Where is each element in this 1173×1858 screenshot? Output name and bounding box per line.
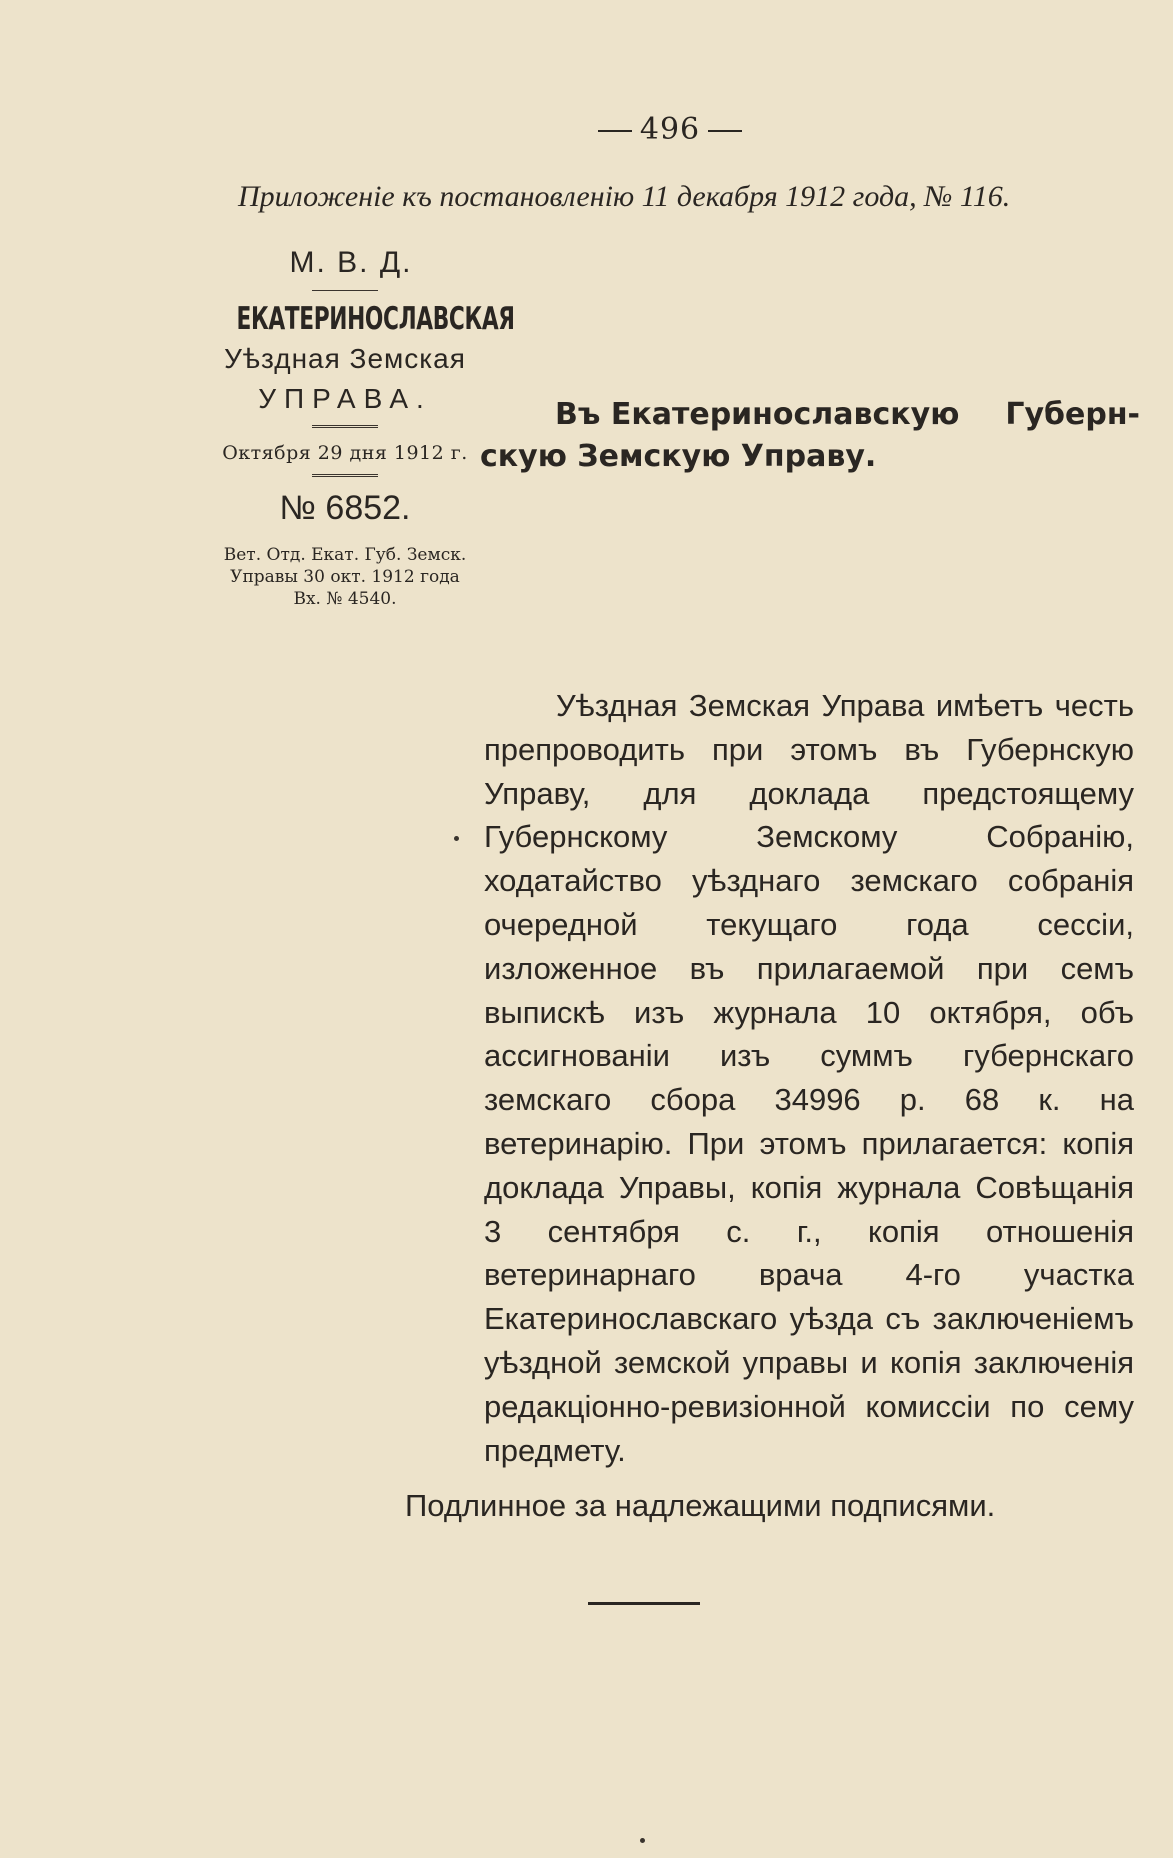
addressee-line1-right: Губерн-: [1005, 397, 1140, 432]
sender-body-line1: Уѣздная Земская: [224, 343, 466, 374]
outgoing-number: № 6852.: [279, 489, 411, 527]
addressee-block: [480, 394, 1140, 478]
page-number: 496: [639, 112, 701, 147]
double-divider: [312, 474, 378, 477]
addressee-line1-left: Въ Екатеринославскую: [555, 397, 960, 432]
page-number-dash-right: [708, 130, 742, 132]
ink-speck: [640, 1838, 645, 1843]
ministry-abbreviation: М. В. Д.: [289, 246, 413, 279]
page-number-dash-left: [598, 130, 632, 132]
letter-body: Уѣздная Земская Управа имѣетъ честь препроводить при этомъ въ Губернскую Управу, для доклада предстоящему Губернскому Земскому Собранію, ходатайство уѣзднаго земскаго собранія очередной текущаго года сессіи, изложенное въ прилагаемой при семъ выпискѣ изъ журнала 10 октября, объ ассигнованіи изъ суммъ губернскаго земскаго сбора 34996 р. 68 к. на ветеринарію. При этомъ прилагается: копія доклада Управы, копія журнала Совѣщанія 3 сентября с. г., копія отношенія ветеринарнаго врача 4-го участка Екатеринославскаго уѣзда съ заключеніемъ уѣздной земской управы и копія заключенія редакціонно-ревизіонной комиссіи по сему предмету.: [484, 688, 1134, 1468]
addressee-line2: скую Земскую Управу.: [480, 439, 877, 474]
province-name: ЕКАТЕРИНОСЛАВСКАЯ: [236, 301, 515, 337]
stamp-line: Управы 30 окт. 1912 года: [230, 567, 460, 587]
sender-block: [190, 246, 515, 610]
receipt-stamp: [190, 544, 500, 610]
sender-body-line2: УПРАВА.: [258, 383, 432, 414]
double-divider: [312, 425, 378, 428]
addressee-line1: [480, 394, 1140, 436]
stamp-line: Вх. № 4540.: [293, 589, 397, 609]
end-rule: [588, 1602, 700, 1605]
ink-speck: [454, 836, 459, 841]
letter-date: Октября 29 дня 1912 г.: [222, 442, 468, 464]
stamp-line: Вет. Отд. Екат. Губ. Земск.: [223, 545, 467, 565]
divider: [312, 290, 378, 291]
closing-line: Подлинное за надлежащими подписями.: [405, 1488, 996, 1523]
page-number-line: [0, 112, 1173, 147]
appendix-heading: Приложеніе къ постановленію 11 декабря 1912 года, № 116.: [238, 180, 1011, 213]
